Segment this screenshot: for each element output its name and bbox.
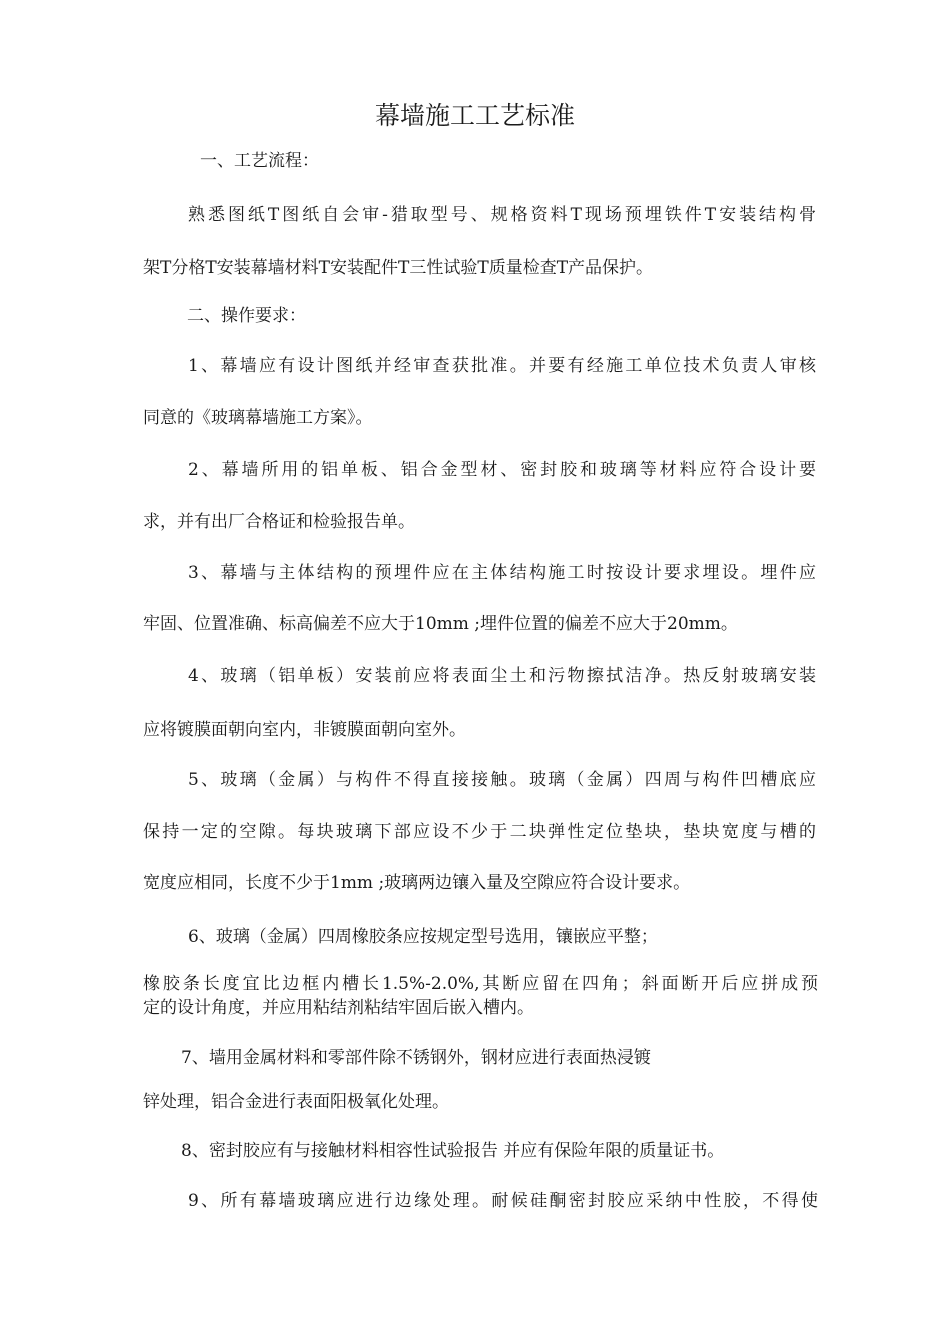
paragraph-line: 5、玻璃（金属）与构件不得直接接触。玻璃（金属）四周与构件凹槽底应 [188,770,816,790]
paragraph-line: 保持一定的空隙。每块玻璃下部应设不少于二块弹性定位垫块，垫块宽度与槽的 [143,822,816,842]
paragraph-line: 橡胶条长度宜比边框内槽长1.5%-2.0%,其断应留在四角；斜面断开后应拼成预 [143,974,818,994]
paragraph-line: 牢固、位置准确、标高偏差不应大于10mm ;埋件位置的偏差不应大于20mm。 [143,614,738,634]
paragraph-line: 1、幕墙应有设计图纸并经审查获批准。并要有经施工单位技术负责人审核 [188,356,816,376]
paragraph-line: 宽度应相同，长度不少于1mm ;玻璃两边镶入量及空隙应符合设计要求。 [143,873,691,893]
paragraph-line: 同意的《玻璃幕墙施工方案》。 [143,408,373,428]
paragraph-line: 熟悉图纸T图纸自会审-猎取型号、规格资料T现场预埋铁件T安装结构骨 [188,205,816,225]
paragraph-line: 定的设计角度，并应用粘结剂粘结牢固后嵌入槽内。 [143,998,534,1018]
heading-requirements: 二、操作要求： [187,306,306,326]
document-title: 幕墙施工工艺标准 [374,101,575,130]
paragraph-line: 应将镀膜面朝向室内，非镀膜面朝向室外。 [143,720,466,740]
paragraph-line: 3、幕墙与主体结构的预埋件应在主体结构施工时按设计要求埋设。埋件应 [188,563,816,583]
paragraph-line: 8、密封胶应有与接触材料相容性试验报告 并应有保险年限的质量证书。 [181,1141,725,1161]
paragraph-line: 求，并有出厂合格证和检验报告单。 [143,512,415,532]
paragraph-line: 9、所有幕墙玻璃应进行边缘处理。耐候硅酮密封胶应采纳中性胶，不得使 [188,1191,818,1211]
paragraph-line: 锌处理，铝合金进行表面阳极氧化处理。 [143,1092,449,1112]
paragraph-line: 4、玻璃（铝单板）安装前应将表面尘土和污物擦拭洁净。热反射玻璃安装 [188,666,816,686]
paragraph-line: 7、墙用金属材料和零部件除不锈钢外，钢材应进行表面热浸镀 [181,1048,651,1068]
heading-process: 一、工艺流程： [200,151,319,171]
paragraph-line: 2、幕墙所用的铝单板、铝合金型材、密封胶和玻璃等材料应符合设计要 [188,460,816,480]
paragraph-line: 架T分格T安装幕墙材料T安装配件T三性试验T质量检查T产品保护。 [143,258,654,278]
paragraph-line: 6、玻璃（金属）四周橡胶条应按规定型号选用，镶嵌应平整； [188,927,658,947]
